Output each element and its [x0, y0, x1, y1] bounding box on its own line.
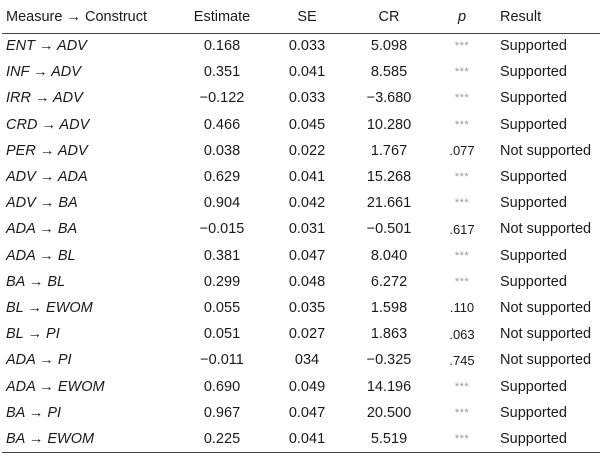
cell-path: PER → ADV: [6, 142, 88, 159]
cell-path: ADV → BA: [6, 195, 78, 212]
cell-estimate: 0.351: [203, 64, 241, 81]
cell-result: Not supported: [500, 299, 592, 316]
cell-path: ADA → BL: [6, 247, 76, 264]
cell-p: .077: [449, 143, 475, 159]
cell-se: 0.049: [288, 378, 326, 395]
header-row: [2, 2, 600, 33]
cell-estimate: −0.122: [199, 90, 245, 107]
cell-path: ENT → ADV: [6, 38, 87, 55]
cell-estimate: 0.904: [203, 195, 241, 212]
cell-se: 0.041: [288, 169, 326, 186]
cell-result: Not supported: [500, 326, 592, 343]
cell-p: ***: [454, 92, 470, 105]
table-row: [2, 164, 600, 190]
table-row: [2, 243, 600, 269]
cell-se: 0.047: [288, 247, 326, 264]
cell-p: ***: [454, 66, 470, 79]
cell-path: ADA → BA: [6, 221, 78, 238]
table-header: [2, 2, 600, 33]
table-row: [2, 59, 600, 85]
cell-estimate: 0.967: [203, 404, 241, 421]
path-coefficients-table: [2, 2, 600, 453]
cell-p: .745: [449, 352, 475, 368]
cell-estimate: 0.168: [203, 38, 241, 55]
cell-estimate: 0.051: [203, 326, 241, 343]
cell-p: ***: [454, 197, 470, 210]
table-row: [2, 216, 600, 242]
cell-path: IRR → ADV: [6, 90, 83, 107]
cell-se: 0.045: [288, 116, 326, 133]
header-cr: CR: [346, 2, 432, 33]
cell-p: .063: [449, 326, 475, 342]
cell-estimate: 0.466: [203, 116, 241, 133]
cell-cr: 6.272: [370, 273, 408, 290]
cell-path: ADV → ADA: [6, 169, 88, 186]
cell-cr: 5.098: [370, 38, 408, 55]
table-row: [2, 85, 600, 111]
header-measure-construct: Measure → Construct: [2, 2, 176, 33]
cell-se: 0.048: [288, 273, 326, 290]
cell-p: ***: [432, 426, 492, 452]
cell-se: 0.041: [268, 426, 346, 452]
cell-cr: −3.680: [366, 90, 412, 107]
cell-p: .110: [449, 300, 475, 316]
cell-cr: 1.863: [370, 326, 408, 343]
cell-se: 0.047: [288, 404, 326, 421]
table-row: [2, 295, 600, 321]
cell-path: BL → PI: [6, 326, 60, 343]
table-row: [2, 373, 600, 399]
cell-estimate: 0.038: [203, 142, 241, 159]
cell-estimate: 0.381: [203, 247, 241, 264]
table-row: [2, 426, 600, 452]
cell-path: ADA → PI: [6, 352, 72, 369]
cell-path: BA → PI: [6, 404, 62, 421]
cell-result: Supported: [500, 116, 567, 133]
cell-estimate: −0.015: [199, 221, 245, 238]
table-body: [2, 33, 600, 452]
cell-cr: −0.501: [366, 221, 412, 238]
cell-cr: 8.585: [370, 64, 408, 81]
table-row: [2, 269, 600, 295]
cell-cr: 21.661: [366, 195, 412, 212]
cell-se: 0.041: [288, 64, 326, 81]
cell-se: 0.022: [288, 142, 326, 159]
cell-se: 0.027: [288, 326, 326, 343]
cell-cr: 20.500: [366, 404, 412, 421]
cell-result: Supported: [492, 426, 600, 452]
cell-result: Supported: [500, 90, 567, 107]
header-estimate: Estimate: [176, 2, 268, 33]
cell-result: Supported: [500, 64, 567, 81]
cell-cr: 1.598: [370, 299, 408, 316]
cell-se: 0.033: [288, 90, 326, 107]
cell-result: Supported: [500, 404, 567, 421]
cell-p: ***: [454, 118, 470, 131]
cell-result: Supported: [500, 169, 567, 186]
table-row: [2, 347, 600, 373]
header-p: p: [432, 2, 492, 33]
cell-path: BA → EWOM: [2, 426, 176, 452]
cell-cr: −0.325: [366, 352, 412, 369]
cell-path: BA → BL: [6, 273, 66, 290]
cell-cr: 5.519: [346, 426, 432, 452]
cell-p: ***: [454, 275, 470, 288]
cell-path: INF → ADV: [6, 64, 81, 81]
cell-result: Not supported: [500, 352, 592, 369]
table-row: [2, 321, 600, 347]
cell-p: ***: [454, 380, 470, 393]
header-result: Result: [492, 2, 600, 33]
cell-cr: 8.040: [370, 247, 408, 264]
cell-estimate: 0.055: [203, 299, 241, 316]
cell-p: .617: [449, 221, 475, 237]
cell-result: Supported: [500, 247, 567, 264]
table-row: [2, 138, 600, 164]
cell-se: 0.035: [288, 299, 326, 316]
cell-result: Supported: [500, 195, 567, 212]
table-row: [2, 400, 600, 426]
table-row: [2, 112, 600, 138]
cell-result: Not supported: [500, 142, 592, 159]
cell-cr: 1.767: [370, 142, 408, 159]
cell-cr: 15.268: [366, 169, 412, 186]
cell-se: 0.031: [288, 221, 326, 238]
cell-cr: 14.196: [366, 378, 412, 395]
cell-p: ***: [454, 171, 470, 184]
cell-result: Not supported: [500, 221, 592, 238]
cell-path: ADA → EWOM: [6, 378, 105, 395]
cell-estimate: 0.629: [203, 169, 241, 186]
cell-p: ***: [454, 40, 470, 53]
cell-p: ***: [454, 406, 470, 419]
header-se: SE: [268, 2, 346, 33]
cell-path: BL → EWOM: [6, 299, 93, 316]
cell-se: 0.042: [288, 195, 326, 212]
table-row: [2, 33, 600, 59]
cell-result: Supported: [500, 38, 567, 55]
cell-p: ***: [454, 249, 470, 262]
cell-estimate: 0.299: [203, 273, 241, 290]
cell-path: CRD → ADV: [6, 116, 90, 133]
table-row: [2, 190, 600, 216]
cell-estimate: 0.225: [176, 426, 268, 452]
cell-cr: 10.280: [366, 116, 412, 133]
cell-result: Supported: [500, 273, 567, 290]
cell-se: 0.033: [288, 38, 326, 55]
cell-estimate: 0.690: [203, 378, 241, 395]
cell-se: 034: [294, 352, 320, 369]
cell-estimate: −0.011: [200, 352, 244, 369]
cell-result: Supported: [500, 378, 567, 395]
